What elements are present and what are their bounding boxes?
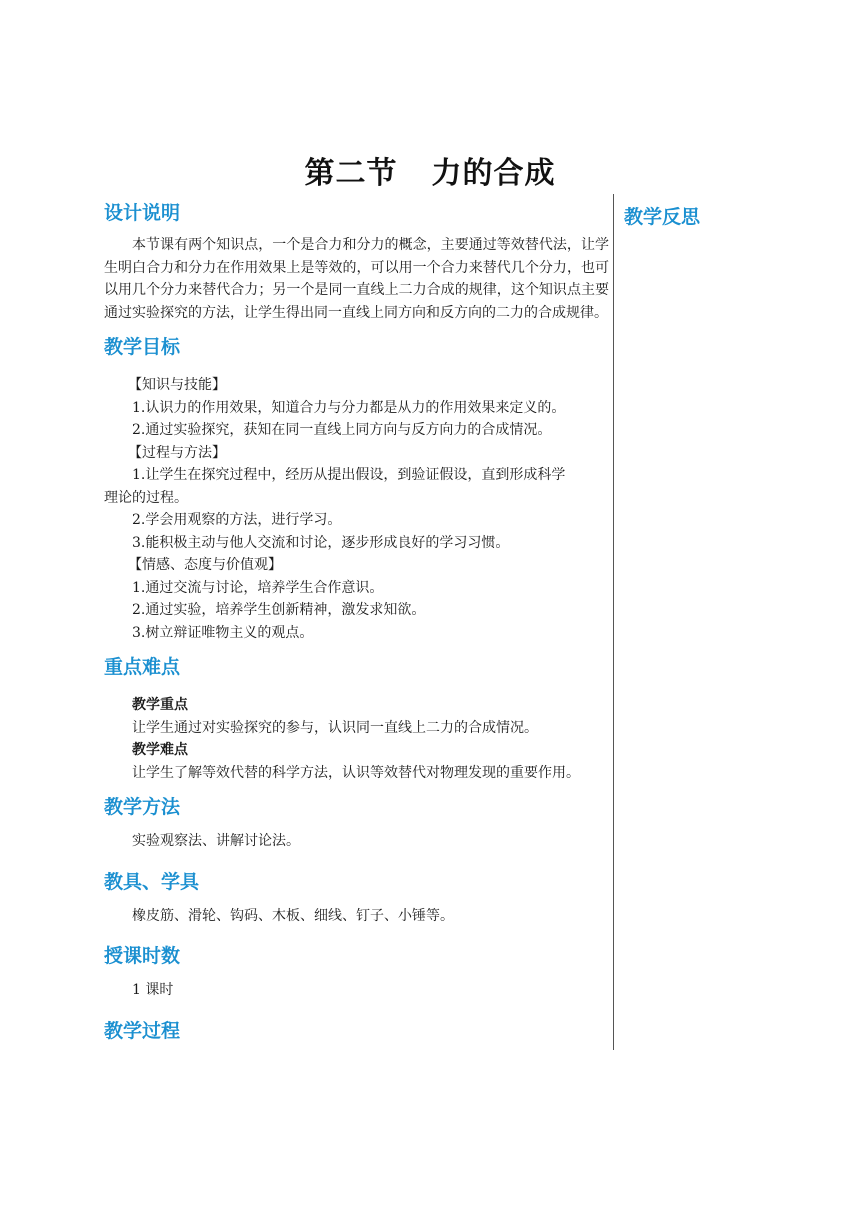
design-text: 本节课有两个知识点，一个是合力和分力的概念，主要通过等效替代法，让学生明白合力和分力在作用效果上是等效的，可以用一个合力来替代几个分力，也可以用几个分力来替代合力；另一个是同一直线上二力合成的规律，这个知识点主要通过实验探究的方法，让学生得出同一直线上同方向和反方向的二力的合成规律。 — [104, 237, 609, 321]
design-section — [104, 200, 609, 324]
process-label: 【过程与方法】 — [128, 444, 226, 461]
title-topic: 力的合成 — [431, 156, 556, 191]
knowledge-item-2: 2.通过实验探究，获知在同一直线上同方向与反方向力的合成情况。 — [132, 422, 552, 438]
tools-section — [104, 869, 609, 928]
process-item-2: 2.学会用观察的方法，进行学习。 — [132, 512, 342, 528]
knowledge-item-1: 1.认识力的作用效果，知道合力与分力都是从力的作用效果来定义的。 — [132, 399, 566, 416]
process-item-1-line-1: 1.让学生在探究过程中，经历从提出假设，到验证假设，直到形成科学 — [132, 467, 566, 483]
reflection-heading: 教学反思 — [624, 206, 701, 228]
hours-text: 1 课时 — [132, 982, 174, 998]
process-item-1 — [104, 464, 609, 509]
hours-section — [104, 943, 609, 1002]
focus-label: 教学重点 — [132, 697, 188, 713]
methods-section — [104, 794, 609, 853]
emotion-item-3: 3.树立辩证唯物主义的观点。 — [132, 624, 314, 641]
title-section-number: 第二节 — [304, 156, 398, 191]
tools-heading: 教具、学具 — [104, 870, 200, 893]
methods-heading: 教学方法 — [104, 796, 181, 818]
page-title — [0, 148, 860, 192]
keypoints-section — [104, 654, 609, 784]
focus-text: 让学生通过对实验探究的参与，认识同一直线上二力的合成情况。 — [132, 719, 538, 736]
difficulty-text: 让学生了解等效代替的科学方法，认识等效替代对物理发现的重要作用。 — [132, 764, 580, 781]
process-item-1-line-2: 理论的过程。 — [104, 489, 188, 506]
main-column — [104, 200, 609, 1054]
process-item-3: 3.能积极主动与他人交流和讨论，逐步形成良好的学习习惯。 — [132, 534, 510, 551]
design-heading: 设计说明 — [104, 202, 181, 224]
process-section — [104, 1018, 609, 1044]
emotion-item-1: 1.通过交流与讨论，培养学生合作意识。 — [132, 579, 384, 596]
goals-heading: 教学目标 — [104, 336, 181, 358]
difficulty-label: 教学难点 — [132, 742, 188, 758]
knowledge-label: 【知识与技能】 — [128, 377, 226, 393]
methods-text: 实验观察法、讲解讨论法。 — [132, 833, 300, 849]
keypoints-heading: 重点难点 — [104, 656, 181, 678]
goals-section — [104, 334, 609, 644]
column-divider — [613, 194, 614, 1050]
tools-text: 橡皮筋、滑轮、钩码、木板、细线、钉子、小锤等。 — [132, 907, 454, 924]
emotion-label: 【情感、态度与价值观】 — [128, 557, 282, 573]
emotion-item-2: 2.通过实验，培养学生创新精神，激发求知欲。 — [132, 602, 426, 618]
process-heading: 教学过程 — [104, 1019, 181, 1042]
hours-heading: 授课时数 — [104, 945, 181, 967]
